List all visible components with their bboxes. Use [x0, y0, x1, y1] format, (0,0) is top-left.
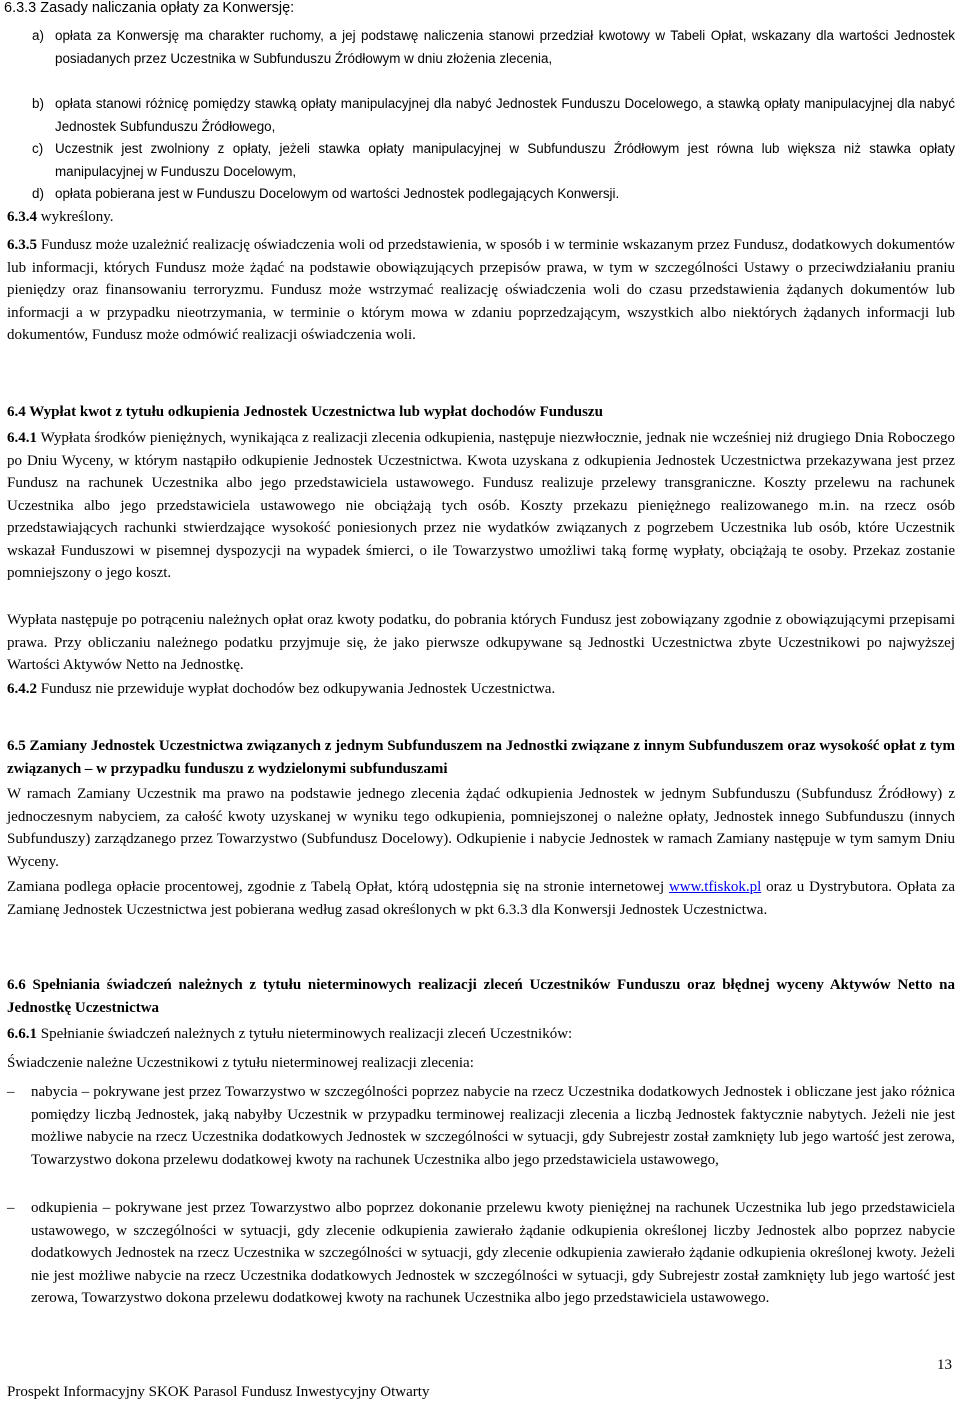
section-6-3-4 [7, 206, 955, 229]
list-item-b: opłata stanowi różnicę pomiędzy stawką opłaty manipulacyjnej dla nabyć Jednostek Funduszu Docelowego, a stawką opłaty manipulacyjnej dla nabyć Jednostek Subfunduszu Źródłowego, [55, 96, 955, 134]
section-number: 6.3.5 [7, 237, 37, 253]
footer-text: Prospekt Informacyjny SKOK Parasol Fundusz Inwestycyjny Otwarty [7, 1384, 430, 1400]
section-6-4-1-cont: Wypłata następuje po potrąceniu należnych opłat oraz kwoty podatku, do pobrania których Fundusz jest zobowiązany zgodnie z obowiązującymi przepisami prawa. Przy obliczaniu należnego podatku przyjmuje się, że jako pierwsze odkupywane są Jednostki Uczestnictwa zbyte Uczestnikowi po najwyższej Wartości Aktywów Netto na Jednostkę. [7, 612, 955, 673]
bullet-dash: – [7, 1200, 15, 1216]
list-item-a: opłata za Konwersję ma charakter ruchomy, a jej podstawę naliczenia stanowi przedział kwotowy w Tabeli Opłat, wskazany dla wartości Jednostek posiadanych przez Uczestnika w Subfunduszu Źródłowym w dniu złożenia zlecenia, [55, 28, 955, 66]
list-item-d: opłata pobierana jest w Funduszu Docelowym od wartości Jednostek podlegających Konwersji. [55, 186, 620, 201]
section-number: 6.4.2 [7, 681, 37, 697]
list-label: a) [32, 28, 44, 43]
paragraph-text: Wypłata środków pieniężnych, wynikająca z realizacji zlecenia odkupienia, następuje niezwłocznie, jednak nie wcześniej niż drugiego Dnia Roboczego po Dniu Wyceny, w którym nastąpiło odkupienie Jednostek Uczestnictwa. Kwota uzyskana z odkupienia Jednostek Uczestnictwa przekazywana jest przez Fundusz na rachunek Uczestnika albo jego przedstawiciela ustawowego. Fundusz realizuje przelewy transgraniczne. Koszty przelewu na rachunek Uczestnika albo jego przedstawiciela ustawowego nie obciążają tych osób. Koszty przekazu pieniężnego realizowanego m.in. na rzecz osób przedstawiających rachunki stwierdzające wysokość poniesionych przez nie wydatków związanych z pogrzebem Uczestnika lub osób, które Uczestnik wskazał Funduszowi w pisemnej dyspozycji na wypadek śmierci, o ile Towarzystwo umożliwi taką formę wypłaty, obciążają te osoby. Przekaz zostanie pomniejszony o jego koszt. [7, 430, 956, 581]
paragraph-text: Spełnianie świadczeń należnych z tytułu nieterminowych realizacji zleceń Uczestników: [40, 1026, 573, 1042]
section-6-6-para-2: Świadczenie należne Uczestnikowi z tytułu nieterminowej realizacji zlecenia: [7, 1055, 474, 1071]
section-number: 6.6.1 [7, 1026, 37, 1042]
paragraph-text: wykreślony. [40, 209, 114, 225]
list-label: b) [32, 96, 44, 111]
list-item-c: Uczestnik jest zwolniony z opłaty, jeżeli stawka opłaty manipulacyjnej w Subfunduszu Źródłowym jest równa lub większa niż stawka opłaty manipulacyjnej w Funduszu Docelowym, [55, 141, 955, 179]
list-label: d) [32, 186, 44, 201]
paragraph-text: Fundusz nie przewiduje wypłat dochodów bez odkupywania Jednostek Uczestnictwa. [40, 681, 556, 697]
section-6-5-para-1: W ramach Zamiany Uczestnik ma prawo na podstawie jednego zlecenia żądać odkupienia Jednostek w jednym Subfunduszu (Subfundusz Źródłowy) z jednoczesnym nabyciem, za całość kwoty uzyskanej w wyniku tego odkupienia, pomniejszonej o należne opłaty, Jednostek innego Subfunduszu (innych Subfunduszy) zarządzanego przez Towarzystwo (Subfundusz Docelowy). Odkupienie i nabycie Jednostek w ramach Zamiany następuje w tym samym Dniu Wyceny. [7, 786, 955, 870]
bullet-dash: – [7, 1084, 15, 1100]
paragraph-text: Zamiana podlega opłacie procentowej, zgodnie z Tabelą Opłat, którą udostępnia się na stronie internetowej [7, 879, 669, 895]
section-6-6-heading: 6.6 Spełniania świadczeń należnych z tytułu nieterminowych realizacji zleceń Uczestników Funduszu oraz błędnej wyceny Aktywów Netto na Jednostkę Uczestnictwa [7, 977, 955, 1016]
section-6-4-heading: 6.4 Wypłat kwot z tytułu odkupienia Jednostek Uczestnictwa lub wypłat dochodów Funduszu [7, 404, 603, 420]
section-6-5-para-2 [7, 876, 955, 921]
section-6-6-1 [7, 1023, 955, 1046]
section-6-3-3-heading: 6.3.3 Zasady naliczania opłaty za Konwersję: [4, 0, 295, 16]
section-6-4-1 [7, 427, 955, 585]
list-label: c) [32, 141, 44, 156]
website-link[interactable]: www.tfiskok.pl [668, 879, 762, 895]
page-number: 13 [937, 1357, 952, 1373]
section-6-5-heading: 6.5 Zamiany Jednostek Uczestnictwa związanych z jednym Subfunduszem na Jednostki związane z innym Subfunduszem oraz wysokość opłat z tym związanych – w przypadku funduszu z wydzielonymi subfunduszami [7, 738, 955, 777]
bullet-item-odkupienia: odkupienia – pokrywane jest przez Towarzystwo albo poprzez dokonanie przelewu kwoty pieniężnej na rachunek Uczestnika lub jego przedstawiciela ustawowego, w szczególności w sytuacji, gdy zlecenie odkupienia zawierało żądanie odkupienia określonej liczby Jednostek albo poprzez nabycie dodatkowych Jednostek na rzecz Uczestnika w szczególności w sytuacji, gdy zlecenie odkupienia zawierało żądanie odkupienia określonej kwoty. Jeżeli nie jest możliwe nabycie na rzecz Uczestnika dodatkowych Jednostek w szczególności w sytuacji, gdy Subrejestr został zamknięty lub jego wartość jest zerowa, Towarzystwo dokona przelewu dodatkowej kwoty na rachunek Uczestnika albo jego przedstawiciela ustawowego. [31, 1200, 955, 1306]
section-number: 6.3.4 [7, 209, 37, 225]
paragraph-text: Fundusz może uzależnić realizację oświadczenia woli od przedstawienia, w sposób i w terminie wskazanym przez Fundusz, dodatkowych dokumentów lub informacji, których Fundusz może żądać na podstawie obowiązujących przepisów prawa, w tym w szczególności Ustawy o przeciwdziałaniu praniu pieniędzy oraz finansowaniu terroryzmu. Fundusz może wstrzymać realizację oświadczenia woli do czasu przedstawienia żądanych dokumentów lub informacji a w przypadku nieotrzymania, w terminie o którym mowa w zdaniu poprzedzającym, wszystkich albo niektórych żądanych informacji lub dokumentów, Fundusz może odmówić realizacji oświadczenia woli. [7, 237, 955, 343]
section-number: 6.4.1 [7, 430, 37, 446]
bullet-item-nabycia: nabycia – pokrywane jest przez Towarzystwo w szczególności poprzez nabycie na rzecz Uczestnika dodatkowych Jednostek i obliczane jest jako różnica pomiędzy liczbą Jednostek, jaką nabyłby Uczestnik w przypadku terminowej realizacji zlecenia a liczbą Jednostek faktycznie nabytych. Jeżeli nie jest możliwe nabycie na rzecz Uczestnika dodatkowych Jednostek w szczególności w sytuacji, gdy Subrejestr został zamknięty lub jego wartość jest zerowa, Towarzystwo dokona przelewu dodatkowej kwoty na rachunek Uczestnika albo jego przedstawiciela ustawowego, [31, 1084, 955, 1168]
section-6-4-2 [7, 678, 955, 701]
paragraph-text: oraz u Dystrybutora. Opłata za Zamianę Jednostek Uczestnictwa jest pobierana według zasad określonych w pkt 6.3.3 dla Konwersji Jednostek Uczestnictwa. [7, 879, 955, 918]
section-6-3-5 [7, 234, 955, 347]
